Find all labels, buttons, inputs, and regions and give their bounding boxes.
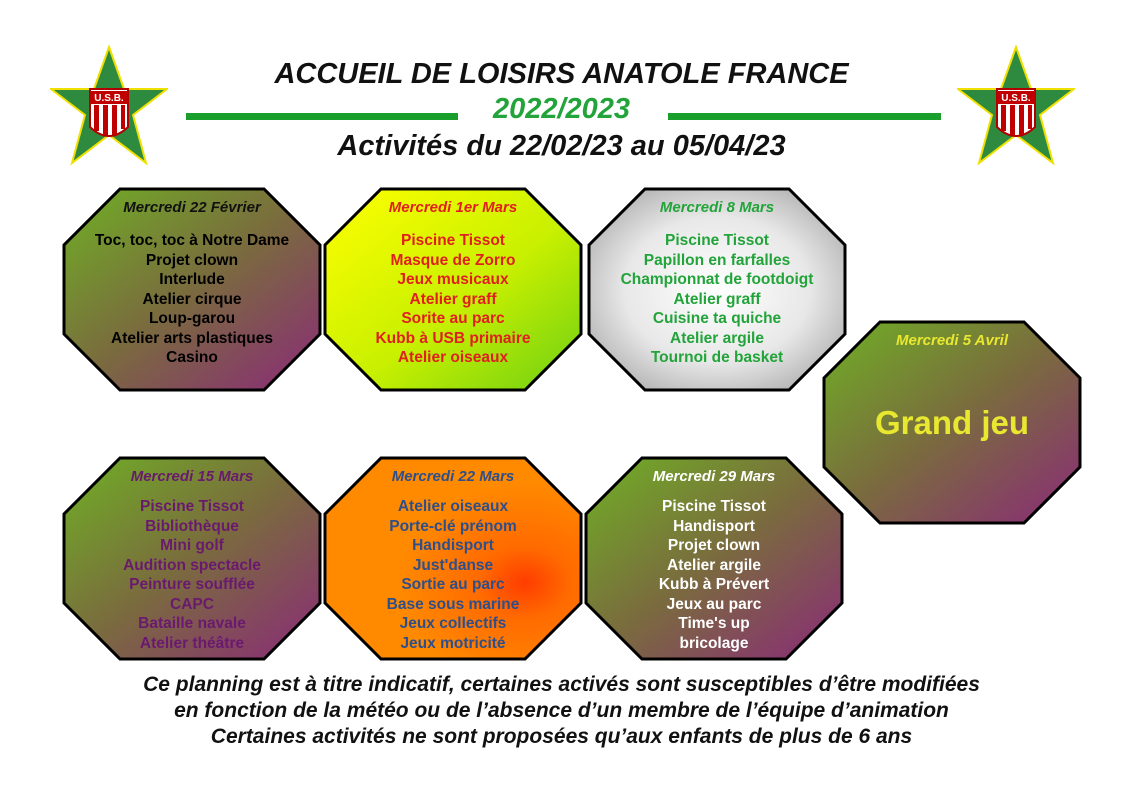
divider-right — [668, 113, 941, 120]
activity-item: Jeux musicaux — [397, 271, 509, 288]
activity-item: Cuisine ta quiche — [652, 310, 782, 327]
activity-item: Handisport — [412, 537, 494, 554]
activity-item: Audition spectacle — [123, 556, 261, 574]
activity-item: Masque de Zorro — [390, 251, 516, 269]
footer-notice — [0, 672, 1123, 750]
activity-item: Base sous marine — [386, 595, 520, 613]
activity-list — [62, 231, 322, 368]
footer-line: en fonction de la météo ou de l’absence d’un membre de l’équipe d’animation — [174, 699, 949, 722]
activity-item: Piscine Tissot — [665, 232, 769, 249]
day-date: Mercredi 29 Mars — [652, 468, 776, 485]
activity-item: Atelier argile — [667, 556, 761, 574]
activity-item: Projet clown — [667, 537, 761, 554]
activity-item: Jeux au parc — [666, 595, 762, 613]
day-card-8-mars — [587, 187, 847, 392]
activity-item: Atelier oiseaux — [397, 498, 509, 515]
activity-item: Piscine Tissot — [401, 232, 505, 249]
day-card-1er-mars — [323, 187, 583, 392]
activity-item: Sorite au parc — [401, 310, 505, 327]
activity-item: Porte-clé prénom — [389, 517, 517, 535]
activity-item: Loup-garou — [148, 310, 236, 327]
footer-line: Ce planning est à titre indicatif, certaines activés sont susceptibles d’être modifiées — [143, 673, 980, 696]
activity-item: Jeux motricité — [400, 634, 506, 652]
day-date: Mercredi 15 Mars — [130, 468, 254, 485]
logo-text: U.S.B. — [94, 93, 124, 104]
activity-item: Mini golf — [160, 537, 224, 554]
page-title: ACCUEIL DE LOISIRS ANATOLE FRANCE — [274, 58, 849, 90]
activity-item: Jeux collectifs — [399, 615, 507, 632]
activity-item: Toc, toc, toc à Notre Dame — [94, 232, 290, 249]
activity-item: Just'danse — [412, 556, 494, 574]
activity-item: Atelier cirque — [142, 290, 242, 308]
day-card-22-mars — [323, 456, 583, 661]
activity-item: Championnat de footdoigt — [620, 271, 814, 288]
day-date: Mercredi 1er Mars — [388, 199, 518, 216]
activity-item: Piscine Tissot — [662, 498, 766, 515]
logo-text: U.S.B. — [1001, 93, 1031, 104]
activity-item: Bibliothèque — [145, 517, 239, 535]
activity-item: CAPC — [170, 595, 214, 613]
day-date: Mercredi 8 Mars — [659, 199, 775, 216]
activity-item: Atelier graff — [409, 290, 497, 308]
activity-item: Atelier argile — [670, 329, 764, 347]
activity-item: Projet clown — [145, 251, 239, 269]
day-card-22-fevrier — [62, 187, 322, 392]
period-label: Activités du 22/02/23 au 05/04/23 — [337, 130, 786, 162]
activity-item: Papillon en farfalles — [643, 251, 791, 269]
footer-line: Certaines activités ne sont proposées qu’aux enfants de plus de 6 ans — [210, 725, 913, 748]
season-label: 2022/2023 — [492, 93, 631, 125]
day-card-15-mars — [62, 456, 322, 661]
activity-list — [62, 497, 322, 653]
activity-item: Atelier théâtre — [139, 634, 245, 652]
day-card-5-avril — [822, 320, 1082, 525]
day-card-29-mars — [584, 456, 844, 661]
activity-item: Kubb à USB primaire — [375, 329, 531, 347]
day-date: Mercredi 5 Avril — [896, 332, 1008, 349]
activity-item: Bataille navale — [138, 615, 246, 632]
activity-item: Atelier arts plastiques — [111, 329, 273, 347]
activity-list — [323, 231, 583, 368]
activity-item: Atelier graff — [673, 290, 761, 308]
activity-item: Time's up — [678, 615, 750, 632]
day-date: Mercredi 22 Février — [123, 199, 261, 216]
activity-item: Sortie au parc — [401, 576, 505, 593]
day-date: Mercredi 22 Mars — [391, 468, 515, 485]
activity-list — [584, 497, 844, 653]
activity-item: Handisport — [673, 517, 755, 535]
activity-item: Atelier oiseaux — [397, 349, 509, 366]
activity-item: Tournoi de basket — [650, 349, 784, 366]
activity-item: Interlude — [159, 271, 225, 288]
activity-item: Piscine Tissot — [140, 498, 244, 515]
highlight-activity: Grand jeu — [874, 404, 1030, 441]
activity-item: bricolage — [679, 634, 749, 652]
activity-item: Kubb à Prévert — [658, 576, 770, 593]
activity-list — [323, 497, 583, 653]
activity-item: Casino — [166, 349, 218, 366]
activity-item: Peinture soufflée — [129, 576, 255, 593]
activity-list — [587, 231, 847, 368]
